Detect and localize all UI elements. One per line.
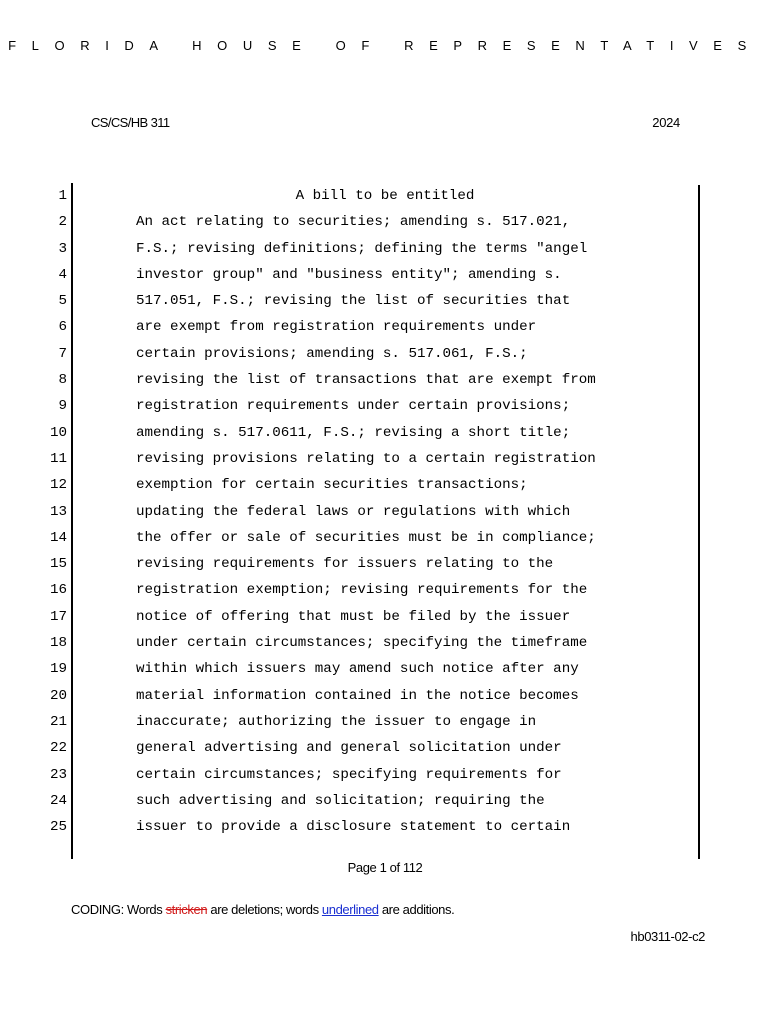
line-number: 22 xyxy=(49,740,67,757)
bill-line xyxy=(0,709,770,735)
bill-line xyxy=(0,525,770,551)
bill-line xyxy=(0,499,770,525)
bill-line xyxy=(0,262,770,288)
bill-line xyxy=(0,814,770,840)
line-number: 6 xyxy=(58,319,67,336)
line-number: 5 xyxy=(58,293,67,310)
bill-line xyxy=(0,209,770,235)
line-text: An act relating to securities; amending s. 517.021, xyxy=(136,214,571,231)
line-number: 25 xyxy=(49,819,67,836)
bill-line xyxy=(0,472,770,498)
line-text: revising requirements for issuers relating to the xyxy=(136,556,554,573)
line-text: material information contained in the notice becomes xyxy=(136,687,579,704)
line-text: the offer or sale of securities must be in compliance; xyxy=(136,529,596,546)
line-text: investor group" and "business entity"; amending s. xyxy=(136,266,562,283)
line-text: notice of offering that must be filed by the issuer xyxy=(136,608,571,625)
line-text: revising the list of transactions that are exempt from xyxy=(136,372,596,389)
line-text: amending s. 517.0611, F.S.; revising a short title; xyxy=(136,424,571,441)
coding-underlined-sample: underlined xyxy=(321,902,379,917)
line-text: A bill to be entitled xyxy=(295,188,475,204)
line-number: 16 xyxy=(49,582,67,599)
line-text: within which issuers may amend such notice after any xyxy=(136,661,579,678)
line-number: 15 xyxy=(49,556,67,573)
line-number: 11 xyxy=(49,450,67,467)
line-text: inaccurate; authorizing the issuer to engage in xyxy=(136,713,537,730)
bill-line xyxy=(0,735,770,761)
bill-line xyxy=(0,367,770,393)
line-text: exemption for certain securities transactions; xyxy=(136,477,528,494)
line-number: 1 xyxy=(58,188,67,204)
line-text: registration requirements under certain provisions; xyxy=(136,398,571,415)
page-number: Page 1 of 112 xyxy=(347,860,423,875)
line-number: 23 xyxy=(49,766,67,783)
line-number: 13 xyxy=(49,503,67,520)
line-text: F.S.; revising definitions; defining the terms "angel xyxy=(136,240,588,257)
bill-year: 2024 xyxy=(652,115,680,130)
line-text: 517.051, F.S.; revising the list of securities that xyxy=(136,293,571,310)
bill-line xyxy=(0,604,770,630)
bill-line xyxy=(0,393,770,419)
line-text: certain provisions; amending s. 517.061, F.S.; xyxy=(136,345,528,362)
bill-line xyxy=(0,236,770,262)
line-number: 4 xyxy=(58,266,67,283)
line-number: 17 xyxy=(49,608,67,625)
line-text: are exempt from registration requirements under xyxy=(136,319,537,336)
line-number: 14 xyxy=(49,529,67,546)
bill-text-body xyxy=(0,183,770,840)
bill-line xyxy=(0,446,770,472)
coding-middle: are deletions; words xyxy=(207,902,322,917)
bill-line xyxy=(0,341,770,367)
chamber-header: FLORIDA HOUSE OF REPRESENTATIVES xyxy=(8,38,762,53)
line-number: 2 xyxy=(58,214,67,231)
line-number: 19 xyxy=(49,661,67,678)
bill-line xyxy=(0,762,770,788)
line-number: 9 xyxy=(58,398,67,415)
line-number: 3 xyxy=(58,240,67,257)
line-text: revising provisions relating to a certain registration xyxy=(136,450,596,467)
line-text: general advertising and general solicitation under xyxy=(136,740,562,757)
bill-line xyxy=(0,551,770,577)
bill-line xyxy=(0,183,770,209)
bill-line xyxy=(0,683,770,709)
line-number: 7 xyxy=(58,345,67,362)
coding-suffix: are additions. xyxy=(378,902,455,917)
line-text: certain circumstances; specifying requirements for xyxy=(136,766,562,783)
bill-line xyxy=(0,577,770,603)
bill-line xyxy=(0,314,770,340)
bill-line xyxy=(0,656,770,682)
bill-line xyxy=(0,288,770,314)
coding-prefix: CODING: Words xyxy=(71,902,166,917)
bill-line xyxy=(0,788,770,814)
line-text: updating the federal laws or regulations with which xyxy=(136,503,571,520)
line-number: 21 xyxy=(49,713,67,730)
line-text: under certain circumstances; specifying the timeframe xyxy=(136,635,588,652)
line-number: 10 xyxy=(49,424,67,441)
line-number: 18 xyxy=(49,635,67,652)
file-identifier: hb0311-02-c2 xyxy=(630,929,705,944)
line-text: such advertising and solicitation; requiring the xyxy=(136,792,545,809)
line-number: 8 xyxy=(58,372,67,389)
line-number: 12 xyxy=(49,477,67,494)
line-text: issuer to provide a disclosure statement to certain xyxy=(136,819,571,836)
line-number: 24 xyxy=(49,792,67,809)
bill-line xyxy=(0,420,770,446)
bill-id: CS/CS/HB 311 xyxy=(91,115,170,130)
coding-stricken-sample: stricken xyxy=(165,902,208,917)
bill-line xyxy=(0,630,770,656)
line-text: registration exemption; revising requirements for the xyxy=(136,582,588,599)
coding-legend xyxy=(71,902,454,917)
line-number: 20 xyxy=(49,687,67,704)
